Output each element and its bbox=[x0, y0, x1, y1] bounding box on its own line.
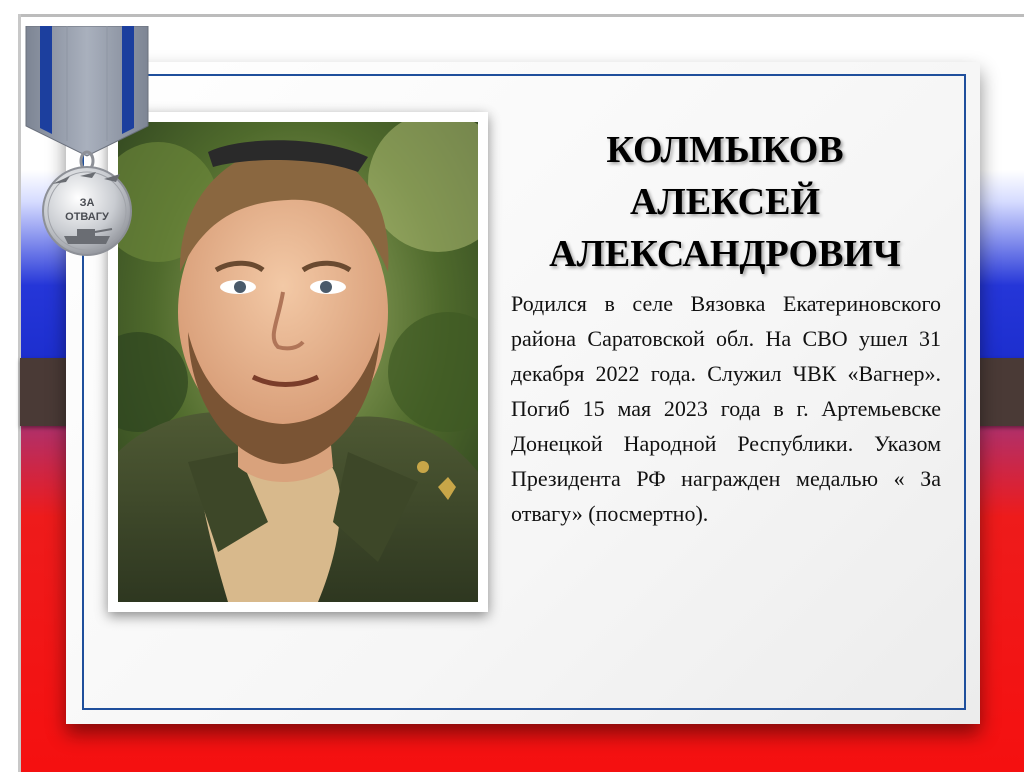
medal-za-otvagu-icon bbox=[22, 26, 152, 262]
portrait-photo bbox=[118, 122, 478, 602]
person-name bbox=[520, 124, 930, 280]
medal-line-1: ЗА bbox=[79, 197, 95, 209]
top-border bbox=[20, 14, 1024, 17]
patronymic: АЛЕКСАНДРОВИЧ bbox=[549, 233, 901, 275]
surname: КОЛМЫКОВ bbox=[606, 129, 844, 171]
biography-text: Родился в селе Вязовка Екатериновского района Саратовской обл. На СВО ушел 31 декабря 2022 года. Служил ЧВК «Вагнер». Погиб 15 мая 2023 года в г. Артемьевске Донецкой Народной Республики. Указом Президента РФ награжден медалью « За отвагу» (посмертно). bbox=[511, 291, 941, 526]
medal-line-2: ОТВАГУ bbox=[65, 211, 109, 223]
first-name: АЛЕКСЕЙ bbox=[629, 181, 821, 223]
